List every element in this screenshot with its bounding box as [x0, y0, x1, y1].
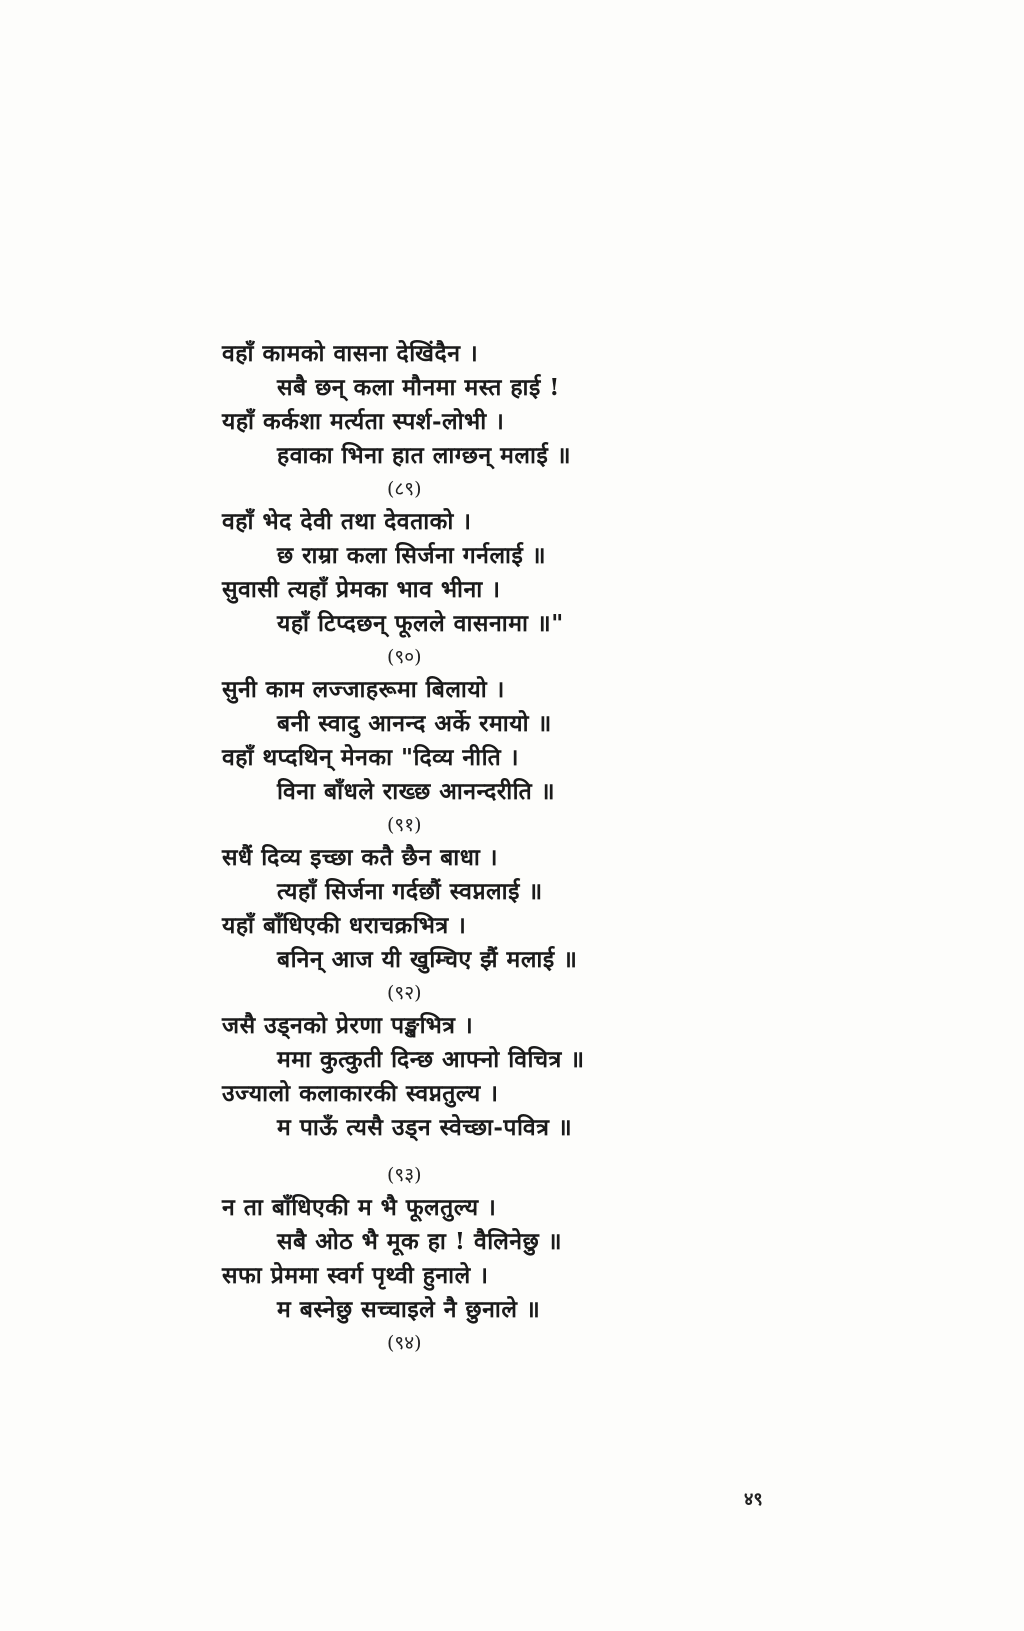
- verse-line: वहाँ भेद देवी तथा देवताको ।: [222, 508, 472, 535]
- verse-line: यहाँ बाँधिएकी धराचक्रभित्र ।: [222, 912, 467, 939]
- verse-line: हवाका भिना हात लाग्छन् मलाई ॥: [277, 442, 572, 469]
- verse-line: त्यहाँ सिर्जना गर्दछौं स्वप्नलाई ॥: [277, 878, 543, 905]
- verse-line: जसै उड्नको प्रेरणा पङ्खभित्र ।: [222, 1012, 474, 1039]
- verse-line: यहाँ टिप्दछन् फूलले वासनामा ॥": [277, 610, 564, 637]
- verse-line: म पाऊँ त्यसै उड्न स्वेच्छा-पवित्र ॥: [277, 1114, 573, 1141]
- verse-line: न ता बाँधिएकी म भै फूलतुल्य ।: [222, 1194, 497, 1221]
- stanza-92: [222, 841, 642, 1009]
- verse-line: विना बाँधले राख्छ आनन्दरीति ॥: [277, 778, 556, 805]
- verse-line: सबै ओठ भै मूक हा ! वैलिनेछु ॥: [277, 1228, 562, 1255]
- verse-number: (९०): [387, 646, 422, 668]
- verse-line: छ राम्रा कला सिर्जना गर्नलाई ॥: [277, 542, 547, 569]
- stanza-91: [222, 673, 642, 841]
- verse-line: म बस्नेछु सच्चाइले नै छुनाले ॥: [277, 1296, 541, 1323]
- verse-line: सफा प्रेममा स्वर्ग पृथ्वी हुनाले ।: [222, 1262, 489, 1289]
- verse-line: बनी स्वादु आनन्द अर्के रमायो ॥: [277, 710, 552, 737]
- verse-line: ममा कुत्कुती दिन्छ आफ्नो विचित्र ॥: [277, 1046, 585, 1073]
- verse-line: वहाँ थप्दथिन् मेनका "दिव्य नीति ।: [222, 744, 519, 771]
- verse-number: (९२): [387, 982, 422, 1004]
- verse-line: उज्यालो कलाकारकी स्वप्नतुल्य ।: [222, 1080, 499, 1107]
- verse-line: सबै छन् कला मौनमा मस्त हाई !: [277, 374, 560, 401]
- stanza-89: [222, 337, 642, 505]
- verse-number: (९१): [387, 814, 422, 836]
- verse-number: (९४): [387, 1332, 422, 1354]
- verse-line: सुनी काम लज्जाहरूमा बिलायो ।: [222, 676, 505, 703]
- poem-body: [222, 337, 642, 1359]
- stanza-93: [222, 1009, 642, 1191]
- verse-line: वहाँ कामको वासना देखिंदैन ।: [222, 340, 479, 367]
- verse-line: सुवासी त्यहाँ प्रेमका भाव भीना ।: [222, 576, 501, 603]
- verse-line: बनिन् आज यी खुम्चिए झैं मलाई ॥: [277, 946, 578, 973]
- stanza-90: [222, 505, 642, 673]
- verse-line: यहाँ कर्कशा मर्त्यता स्पर्श-लोभी ।: [222, 408, 505, 435]
- stanza-94: [222, 1191, 642, 1359]
- verse-number: (९३): [387, 1164, 422, 1186]
- verse-line: सधैं दिव्य इच्छा कतै छैन बाधा ।: [222, 844, 499, 871]
- verse-number: (८९): [387, 478, 422, 500]
- page-number: ४९: [744, 1489, 763, 1510]
